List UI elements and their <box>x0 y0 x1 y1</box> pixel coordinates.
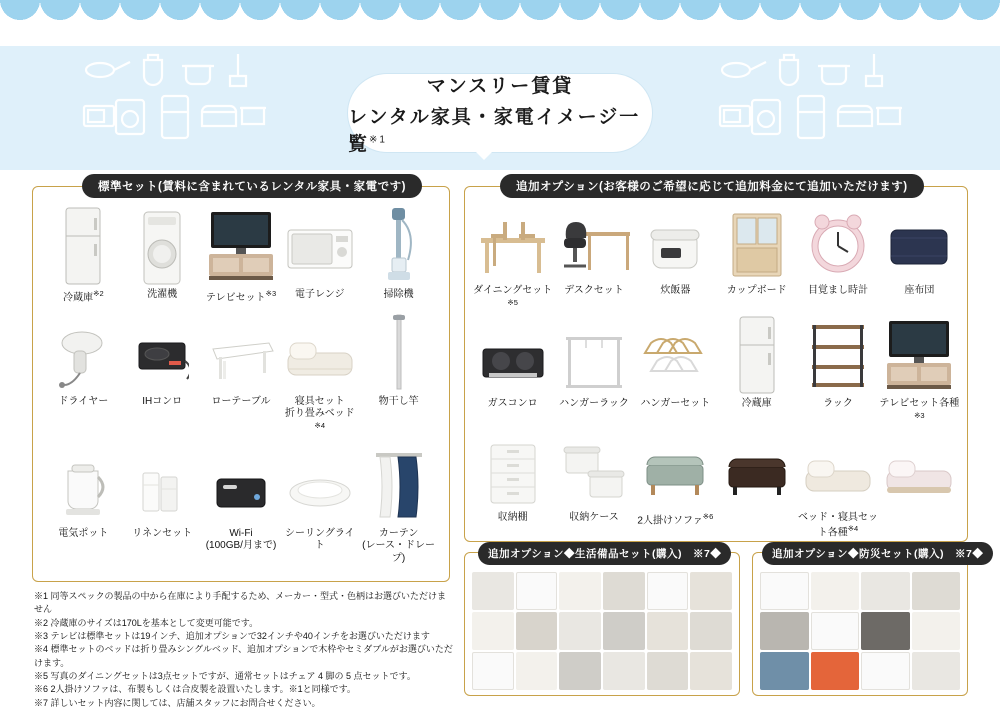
wifi-router-icon <box>205 441 277 525</box>
product-photo <box>912 612 961 650</box>
standard-set-title: 標準セット(賃料に含まれているレンタル家具・家電です) <box>82 174 422 198</box>
item-desk-set-icon <box>553 202 634 313</box>
item-clothes-pole-icon <box>359 309 438 437</box>
item-label: 洗濯機 <box>147 289 178 300</box>
item-label: 冷蔵庫 <box>741 398 772 410</box>
item-hanger-set-icon <box>635 315 716 426</box>
item-dining-set-icon <box>472 202 553 313</box>
product-photo <box>603 572 645 610</box>
item-tv-set-icon <box>879 315 960 426</box>
appliance-icons-left <box>78 48 268 148</box>
hanger-rack-icon <box>556 315 632 395</box>
title-line-1: マンスリー賃貸 <box>426 75 574 97</box>
item-label: Wi-Fi (100GB/月まで) <box>205 527 277 552</box>
item-leather-sofa-icon <box>716 429 797 540</box>
item-label: 掃除機 <box>383 289 414 300</box>
item-hair-dryer-icon <box>44 309 123 437</box>
product-photo <box>516 612 558 650</box>
hanger-set-icon <box>637 315 713 395</box>
item-bed-set-icon <box>797 429 878 540</box>
item-label: 電子レンジ <box>295 289 345 300</box>
product-photo <box>760 612 809 650</box>
item-refrigerator-icon <box>716 315 797 426</box>
bedding-set-icon <box>284 309 356 393</box>
product-photo <box>912 652 961 690</box>
item-label: テレビセット$^{※3}$ <box>205 289 277 304</box>
two-seat-sofa-icon <box>637 429 713 509</box>
item-cushion-icon <box>879 202 960 313</box>
item-ceiling-light-icon <box>280 441 359 566</box>
footnote: ※2 冷蔵庫のサイズは170Lを基本として変更可能です。 <box>34 617 259 628</box>
option-item-grid <box>472 202 960 540</box>
title-line-2 <box>348 102 652 156</box>
item-storage-drawer-icon <box>472 429 553 540</box>
desk-set-icon <box>556 202 632 282</box>
refrigerator-icon <box>56 202 110 286</box>
microwave-icon <box>284 202 356 286</box>
item-note: ※2 <box>93 289 104 298</box>
item-label: デスクセット <box>564 285 624 296</box>
product-photo <box>690 572 732 610</box>
item-storage-case-icon <box>553 429 634 540</box>
product-photo <box>472 612 514 650</box>
leather-sofa-icon <box>719 429 795 509</box>
footnotes <box>34 590 454 710</box>
option-title: 追加オプション(お客様のご希望に応じて追加料金にて追加いただけます) <box>500 174 924 198</box>
footnote: ※5 写真のダイニングセットは3点セットですが、通常セットはチェア 4 脚の 5 点セットです。 <box>34 670 416 681</box>
product-photo <box>603 652 645 690</box>
product-photo <box>472 572 514 610</box>
product-photo <box>647 572 689 610</box>
low-table-icon <box>205 309 277 393</box>
product-photo <box>811 572 860 610</box>
item-bedding-set-icon <box>280 309 359 437</box>
product-photo <box>760 652 809 690</box>
bed-set-icon <box>800 429 876 509</box>
product-photo <box>861 612 910 650</box>
item-label: 2人掛けソファ$^{※6}$ <box>637 511 714 526</box>
storage-case-icon <box>556 429 632 509</box>
linen-set-icon <box>135 441 189 525</box>
item-electric-kettle-icon <box>44 441 123 566</box>
footnote: ※1 同等スペックの製品の中から在庫により手配するため、メーカー・型式・色柄はお選びいただけません <box>34 591 446 615</box>
title-note: ※1 <box>369 134 387 146</box>
shelf-rack-icon <box>800 315 876 395</box>
item-tv-set-icon <box>202 202 281 305</box>
item-linen-set-icon <box>123 441 202 566</box>
item-label: ガスコンロ <box>487 398 538 410</box>
standard-item-grid <box>44 202 438 565</box>
item-label: シーリングライト <box>285 527 355 552</box>
product-photo <box>516 572 558 610</box>
item-note: ※3 <box>265 289 277 298</box>
item-label: 収納ケース <box>569 511 619 523</box>
product-photo <box>472 652 514 690</box>
item-label: ハンガーラック <box>559 398 629 410</box>
item-label: テレビセット各種$^{※3}$ <box>879 398 960 420</box>
item-note: ※4 <box>847 524 859 534</box>
item-shelf-rack-icon <box>797 315 878 426</box>
cushion-icon <box>881 202 957 282</box>
ih-cooker-icon <box>135 309 189 393</box>
item-label: ローテーブル <box>211 395 271 407</box>
product-photo <box>559 612 601 650</box>
product-photo <box>861 652 910 690</box>
item-washing-machine-icon <box>123 202 202 305</box>
item-label: 電気ポット <box>58 527 109 539</box>
item-note: ※3 <box>914 410 925 420</box>
footnote: ※4 標準セットのベッドは折り畳みシングルベッド、追加オプションで木枠やセミダブルがお選びいただけます。 <box>34 644 453 668</box>
item-two-seat-sofa-icon <box>635 429 716 540</box>
item-label: ラック <box>823 398 853 410</box>
item-label: 炊飯器 <box>660 285 691 296</box>
item-label: 寝具セット 折り畳みベッド$^{※4}$ <box>284 395 355 430</box>
item-cupboard-icon <box>716 202 797 313</box>
item-bed-set-icon-2 <box>879 429 960 540</box>
item-note: ※4 <box>314 420 326 430</box>
product-photo <box>559 572 601 610</box>
item-label: 物干し竿 <box>378 395 419 407</box>
item-label: リネンセット <box>132 527 193 539</box>
item-rice-cooker-icon <box>635 202 716 313</box>
footnote: ※3 テレビは標準セットは19インチ、追加オプションで32インチや40インチをお選びいただけます <box>34 630 430 641</box>
item-label: 冷蔵庫$^{※2}$ <box>63 289 104 304</box>
curtain-icon <box>372 441 426 525</box>
item-curtain-icon <box>359 441 438 566</box>
title-line-2-text: レンタル家具・家電イメージ一覧 <box>348 106 641 155</box>
product-photo <box>811 652 860 690</box>
product-photo <box>811 612 860 650</box>
item-wifi-router-icon <box>202 441 281 566</box>
item-gas-stove-icon <box>472 315 553 426</box>
bed-set-icon-2 <box>881 429 957 509</box>
item-alarm-clock-icon <box>797 202 878 313</box>
item-label: 収納棚 <box>497 511 528 523</box>
ceiling-light-icon <box>284 441 356 525</box>
product-photo <box>559 652 601 690</box>
product-photo <box>912 572 961 610</box>
page-title <box>348 74 652 155</box>
product-photo <box>516 652 558 690</box>
item-refrigerator-icon <box>44 202 123 305</box>
tv-set-icon <box>205 202 277 286</box>
rice-cooker-icon <box>637 202 713 282</box>
product-photo <box>603 612 645 650</box>
item-label: ハンガーセット <box>640 398 711 410</box>
product-photo <box>861 572 910 610</box>
tv-set-icon <box>883 315 955 395</box>
vacuum-cleaner-icon <box>372 202 426 286</box>
item-label: IHコンロ <box>142 395 183 407</box>
product-photo <box>690 612 732 650</box>
footnote: ※6 2人掛けソファは、布製もしくは合皮製を設置いたします。※1と同様です。 <box>34 684 356 695</box>
disaster-kit-title: 追加オプション◆防災セット(購入) ※7◆ <box>762 542 993 565</box>
product-photo <box>647 652 689 690</box>
gas-stove-icon <box>475 315 551 395</box>
washing-machine-icon <box>135 202 189 286</box>
footnote: ※7 詳しいセット内容に関しては、店舗スタッフにお問合せください。 <box>34 697 321 708</box>
appliance-icons-right <box>714 48 904 148</box>
product-photo <box>647 612 689 650</box>
title-tail <box>470 146 498 160</box>
awning-scallop <box>0 0 1000 46</box>
product-photo <box>760 572 809 610</box>
item-note: ※5 <box>507 297 518 307</box>
item-vacuum-cleaner-icon <box>359 202 438 305</box>
product-photo <box>690 652 732 690</box>
living-goods-title: 追加オプション◆生活備品セット(購入) ※7◆ <box>478 542 731 565</box>
page-header <box>0 0 1000 170</box>
refrigerator-icon <box>730 315 784 395</box>
item-low-table-icon <box>202 309 281 437</box>
living-goods-photos <box>472 572 732 690</box>
item-hanger-rack-icon <box>553 315 634 426</box>
item-label: 座布団 <box>904 285 935 296</box>
item-note: ※6 <box>702 511 714 521</box>
item-label: 目覚まし時計 <box>807 285 868 296</box>
cupboard-icon <box>719 202 795 282</box>
alarm-clock-icon <box>800 202 876 282</box>
disaster-kit-photos <box>760 572 960 690</box>
item-ih-cooker-icon <box>123 309 202 437</box>
item-label: ベッド・寝具セット各種$^{※4}$ <box>797 511 878 539</box>
item-label: カーテン (レース・ドレープ) <box>362 527 436 564</box>
clothes-pole-icon <box>372 309 426 393</box>
dining-set-icon <box>475 202 551 282</box>
electric-kettle-icon <box>56 441 110 525</box>
item-label: カップボード <box>726 285 787 296</box>
storage-drawer-icon <box>475 429 551 509</box>
item-microwave-icon <box>280 202 359 305</box>
hair-dryer-icon <box>56 309 110 393</box>
item-label: ダイニングセット$^{※5}$ <box>473 285 553 307</box>
item-label: ドライヤー <box>58 395 109 407</box>
